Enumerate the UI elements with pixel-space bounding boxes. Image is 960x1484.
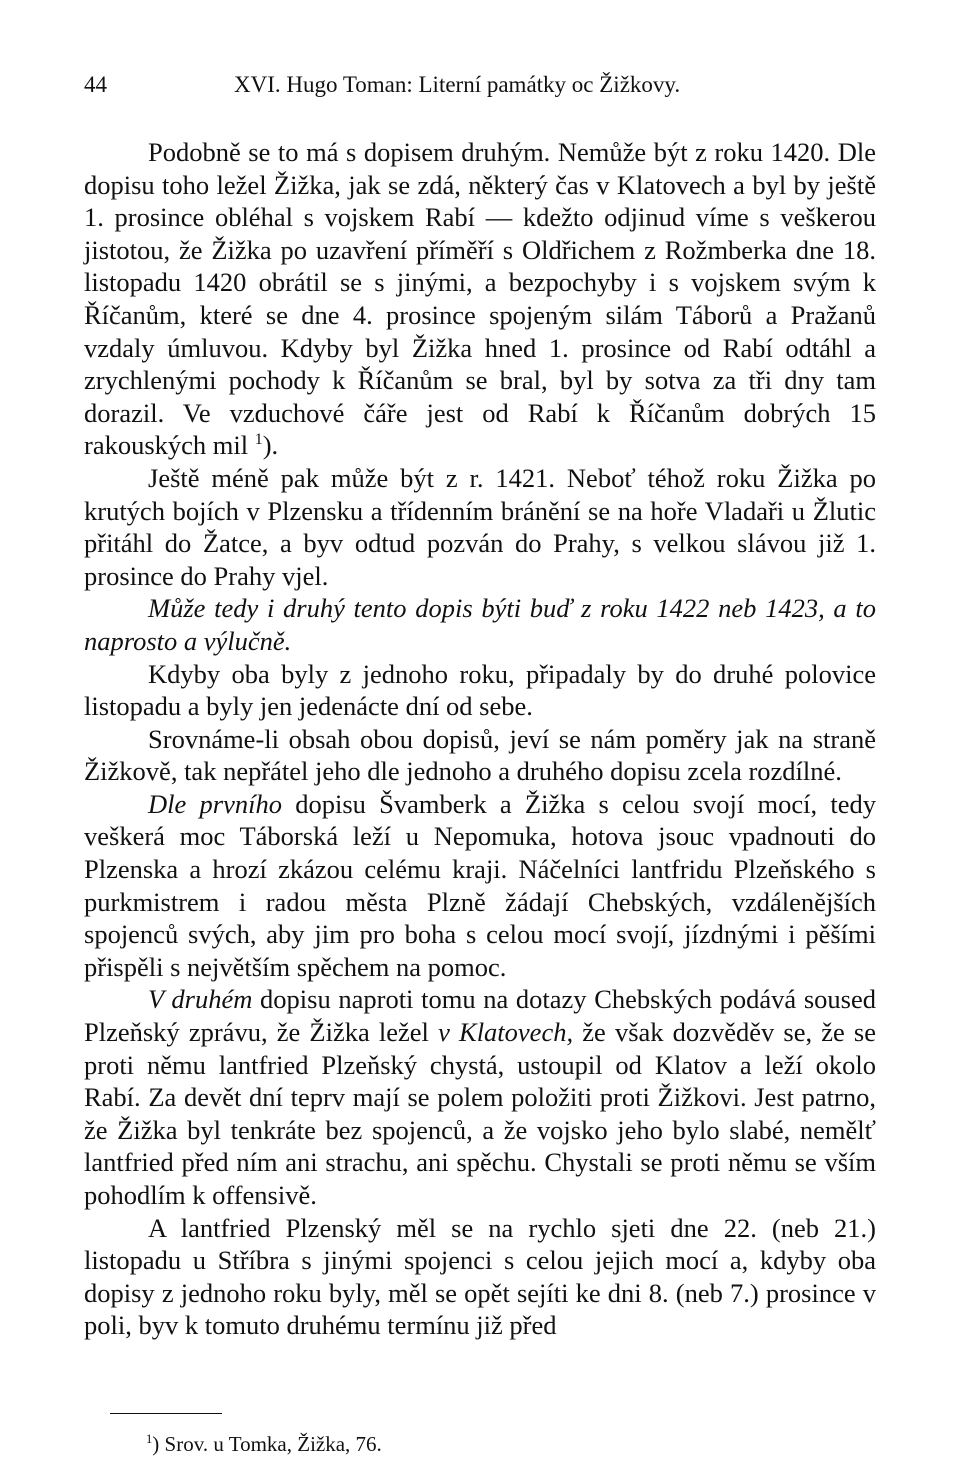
italic-place: v Klatovech, [438, 1017, 574, 1048]
italic-lead: Dle prvního [148, 788, 282, 819]
footnote [146, 1431, 382, 1457]
paragraph-5 [84, 723, 876, 788]
main-text [84, 136, 876, 1342]
paragraph-4 [84, 658, 876, 723]
paragraph-1 [84, 136, 876, 462]
paragraph-text: Kdyby oba byly z jednoho roku, připadaly by do druhé polovice listopadu a byly jen jedenácte dní od sebe. [84, 658, 876, 722]
paragraph-3 [84, 592, 876, 657]
paragraph-2 [84, 462, 876, 592]
running-header [84, 70, 884, 100]
footnote-text: ) Srov. u Tomka, Žižka, 76. [152, 1432, 382, 1456]
paragraph-text: ). [262, 430, 279, 461]
italic-conclusion: Může tedy i druhý tento dopis býti buď z roku 1422 neb 1423, a to naprosto a výlučně. [84, 593, 876, 656]
paragraph-text: Ještě méně pak může být z r. 1421. Neboť téhož roku Žižka po krutých bojích v Plzensku a třídenním bránění se na hoře Vladaři u Žlutic přitáhl do Žatce, a byv odtud pozván do Prahy, s velkou slávou již 1. prosince do Prahy vjel. [84, 462, 876, 591]
paragraph-text: A lantfried Plzenský měl se na rychlo sjeti dne 22. (neb 21.) listopadu u Stříbra s jinými spojenci s celou jejich mocí a, kdyby oba dopisy z jednoho roku byly, měl se opět sejíti ke dni 8. (neb 7.) prosince v poli, byv k tomuto druhému termínu již před [84, 1212, 876, 1341]
paragraph-text: dopisu Švamberk a Žižka s celou svojí mocí, tedy veškerá moc Táborská leží u Nepomuka, hotova jsouc vpadnouti do Plzenska a hrozí zkázou celému kraji. Náčelníci lantfridu Plzeňského s purkmistrem i radou města Plzně žádají Chebských, vzdálenějších spojenců svých, aby jim pro boha s celou mocí svojí, jízdnými i pěšími přispěli s největším spěchem na pomoc. [84, 788, 877, 982]
paragraph-text: dopisu naproti tomu na dotazy Chebských podává soused Plzeňský zprávu, že Žižka ležel [84, 984, 876, 1048]
footnote-marker: 1 [146, 1432, 153, 1446]
running-title: XVI. Hugo Toman: Literní památky oc Žižkovy. [234, 72, 681, 97]
page-number: 44 [84, 72, 107, 97]
paragraph-text: že však dozvěděv se, že se proti němu lantfried Plzeňský chystá, ustoupil od Klatov a leží okolo Rabí. Za devět dní teprv mají se polem položiti proti Žižkovi. Jest patrno, že Žižka byl tenkráte bez spojenců, a že vojsko jeho bylo slabé, nemělť lantfried před ním ani strachu, ani spěchu. Chystali se proti němu se vším pohodlím k offensivě. [84, 1017, 877, 1210]
paragraph-text: Srovnáme-li obsah obou dopisů, jeví se nám poměry jak na straně Žižkově, tak nepřátel jeho dle jednoho a druhého dopisu zcela rozdílné. [84, 723, 876, 787]
paragraph-6 [84, 788, 876, 984]
paragraph-8 [84, 1212, 876, 1342]
paragraph-7 [84, 983, 876, 1211]
footnote-reference[interactable]: 1 [254, 431, 263, 449]
paragraph-text: Podobně se to má s dopisem druhým. Nemůže být z roku 1420. Dle dopisu toho ležel Žižka, jak se zdá, některý čas v Klatovech a byl by ještě 1. prosince obléhal s vojskem Rabí — kdežto odjinud víme s veškerou jistotou, že Žižka po uzavření příměří s Oldřichem z Rožmberka dne 18. listopadu 1420 obrátil se s jinými, a bezpochyby i s vojskem svým k Říčanům, které se dne 4. prosince spojeným silám Táborů a Pražanů vzdaly úmluvou. Kdyby byl Žižka hned 1. prosince od Rabí odtáhl a zrychlenými pochody k Říčanům se bral, byl by sotva za tři dny tam dorazil. Ve vzduchové čáře jest od Rabí k Říčanům dobrých 15 rakouských mil [84, 137, 876, 461]
italic-lead: V druhém [148, 984, 253, 1015]
footnote-divider [110, 1413, 222, 1414]
